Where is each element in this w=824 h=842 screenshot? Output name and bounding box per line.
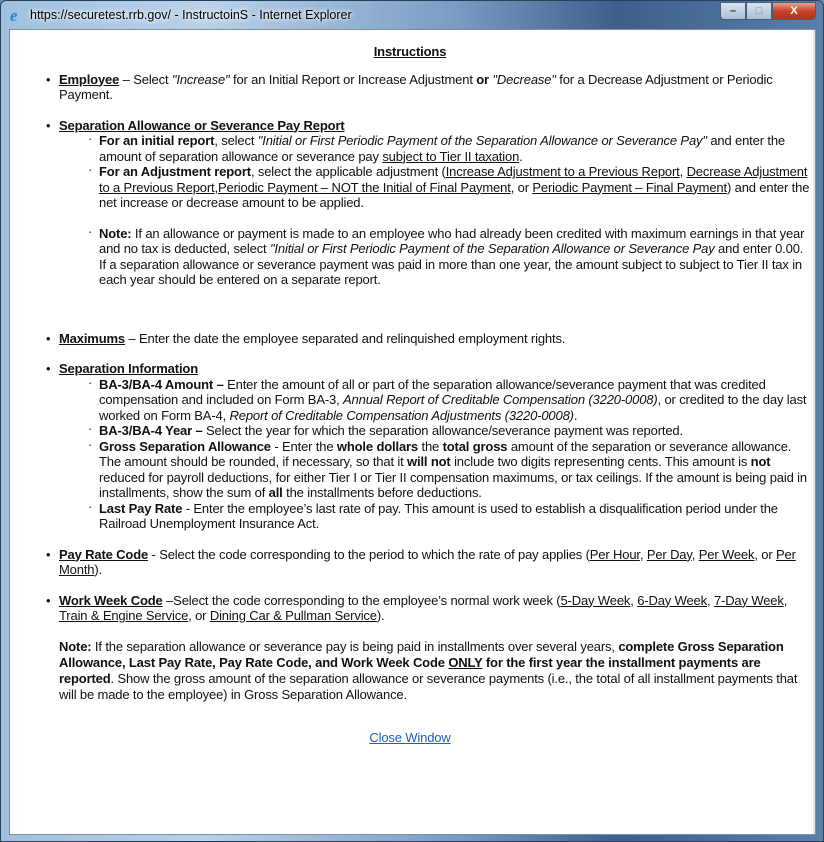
item-text <box>59 72 810 103</box>
window-edge <box>813 30 815 834</box>
text-run: for the first year the installment payments are reported <box>59 654 761 686</box>
instruction-item <box>59 331 810 347</box>
text-run: whole dollars <box>336 438 419 454</box>
text-run: , <box>707 592 714 608</box>
sub-list <box>59 133 810 288</box>
text-run: - Select the code corresponding to the period to which the rate of pay applies ( <box>148 546 590 562</box>
text-run: complete Gross Separation Allowance, Last Pay Rate, Pay Rate Code, and Work Week Code <box>59 638 784 670</box>
text-run: , select <box>214 133 258 148</box>
text-run: , or <box>754 546 777 562</box>
text-run: "Initial or First Periodic Payment of the Separation Allowance or Severance Pay <box>269 241 715 256</box>
section-heading: Work Week Code <box>59 592 163 608</box>
text-run: , <box>630 592 638 608</box>
text-run: Note: <box>59 638 92 654</box>
close-button[interactable]: X <box>772 2 816 20</box>
text-run: all <box>268 485 283 500</box>
text-run: . <box>519 148 523 164</box>
reference-link[interactable]: Periodic Payment – NOT the Initial of Final Payment <box>217 179 511 195</box>
section-heading: Maximums <box>59 330 125 346</box>
item-text <box>59 361 810 377</box>
instruction-item <box>59 72 810 103</box>
reference-link[interactable]: subject to Tier II taxation <box>382 148 520 164</box>
instruction-item <box>59 593 810 624</box>
item-text <box>59 331 810 347</box>
instruction-list <box>10 72 810 624</box>
text-run: include two digits representing cents. This amount is <box>450 454 751 469</box>
text-run: Annual Report of Creditable Compensation (3220-0008) <box>343 392 658 407</box>
reference-link[interactable]: Dining Car & Pullman Service <box>209 608 377 623</box>
section-heading: ONLY <box>448 654 483 670</box>
text-run: reduced for payroll deductions, for either Tier I or Tier II compensation maximums, or tax ceilings. If the amount is being paid in installments, show the sum of <box>99 469 807 500</box>
text-run: ). <box>94 562 103 577</box>
title-bar[interactable] <box>1 1 824 29</box>
text-run: – Select <box>119 71 172 87</box>
instructions-document <box>10 30 810 745</box>
text-run: "Increase" <box>171 71 230 87</box>
sub-item <box>99 164 810 211</box>
text-run: total gross <box>442 438 508 454</box>
text-run: , or credited to the day last worked on Form BA-4, <box>99 392 807 423</box>
section-heading: Employee <box>59 71 120 87</box>
text-run: , <box>783 592 788 608</box>
text-run: For an initial report <box>99 133 215 148</box>
sub-item <box>99 439 810 501</box>
reference-link[interactable]: 7-Day Week <box>713 592 784 608</box>
text-run: and enter the amount of separation allowance or severance pay <box>99 133 785 164</box>
text-run: , or <box>188 608 210 623</box>
text-run: , <box>639 546 647 562</box>
text-run: If the separation allowance or severance pay is being paid in installments over several years, <box>91 638 619 654</box>
reference-link[interactable]: Per Day <box>646 546 692 562</box>
reference-link[interactable]: 6-Day Week <box>637 592 707 608</box>
instruction-item <box>59 118 810 288</box>
close-window-link[interactable]: Close Window <box>369 729 451 745</box>
reference-link[interactable]: Periodic Payment – Final Payment <box>532 179 727 195</box>
text-run: Last Pay Rate <box>99 500 183 516</box>
text-run: - Enter the <box>270 438 337 454</box>
section-heading: Separation Allowance or Severance Pay Report <box>59 117 345 133</box>
text-run: For an Adjustment report <box>99 164 251 179</box>
text-run: will not <box>407 454 451 469</box>
sub-item <box>99 133 810 164</box>
sub-list <box>59 377 810 532</box>
section-heading: Pay Rate Code <box>59 546 149 562</box>
text-run: , or <box>510 179 533 195</box>
internet-explorer-icon: e <box>10 6 18 25</box>
item-text <box>59 118 810 134</box>
text-run: – Enter the date the employee separated and relinquished employment rights. <box>125 330 566 346</box>
text-run: not <box>750 454 771 469</box>
page-content <box>9 29 816 835</box>
text-run: If an allowance or payment is made to an employee who had already been credited with maximum earnings in that year and no tax is deducted, select <box>99 225 805 256</box>
text-run: the installments before deductions. <box>282 485 482 500</box>
text-run: Enter the amount of all or part of the separation allowance/severance payment that was credited compensation and included on Form BA-3, <box>99 376 766 407</box>
reference-link[interactable]: 5-Day Week <box>560 592 631 608</box>
reference-link[interactable]: Increase Adjustment to a Previous Report <box>445 164 680 179</box>
item-text <box>59 547 810 578</box>
instruction-item <box>59 547 810 578</box>
text-run: BA-3/BA-4 Amount – <box>99 376 224 392</box>
text-run: Select the year for which the separation allowance/severance payment was reported. <box>202 423 683 438</box>
text-run: for an Initial Report or Increase Adjustment <box>229 71 477 87</box>
section-heading: Separation Information <box>59 361 198 376</box>
maximize-button[interactable]: □ <box>746 2 772 20</box>
reference-link[interactable]: Decrease Adjustment to a Previous Report <box>99 164 808 195</box>
text-run: amount of the separation or severance allowance. The amount should be rounded, if necessary, so that it <box>99 438 792 469</box>
text-run: , select the applicable adjustment ( <box>250 164 446 179</box>
text-run: . Show the gross amount of the separation allowance or severance payments (i.e., the total of all installment payments that will be made to the employee) in Gross Separation Allowance. <box>59 670 798 702</box>
text-run: ) and enter the net increase or decrease amount to be applied. <box>99 179 810 210</box>
final-note <box>59 639 810 703</box>
text-run: , <box>214 179 218 195</box>
page-title: Instructions <box>373 44 447 59</box>
text-run: or <box>476 71 489 87</box>
text-run: - Enter the employee’s last rate of pay. This amount is used to establish a disqualification period under the Railroad Unemployment Insurance Act. <box>99 500 778 531</box>
text-run: –Select the code corresponding to the employee’s normal work week ( <box>162 592 561 608</box>
instruction-item <box>59 361 810 532</box>
minimize-button[interactable]: – <box>720 2 746 20</box>
reference-link[interactable]: Train & Engine Service <box>59 608 189 623</box>
sub-item <box>99 423 810 439</box>
text-run: "Initial or First Periodic Payment of the Separation Allowance or Severance Pay" <box>257 133 707 148</box>
item-text <box>59 593 810 624</box>
text-run: ). <box>376 608 385 623</box>
text-run: Report of Creditable Compensation Adjustments (3220-0008) <box>229 407 574 423</box>
text-run: BA-3/BA-4 Year – <box>99 423 203 438</box>
reference-link[interactable]: Per Month <box>59 546 796 577</box>
text-run: , <box>691 546 699 562</box>
text-run: the <box>418 438 443 454</box>
sub-item <box>99 501 810 532</box>
sub-item <box>99 377 810 424</box>
note <box>99 226 810 288</box>
reference-link[interactable]: Per Week <box>698 546 755 562</box>
text-run: , <box>679 164 687 179</box>
text-run: for a Decrease Adjustment or Periodic Payment. <box>59 71 773 102</box>
text-run: . <box>573 407 578 423</box>
text-run: "Decrease" <box>492 71 556 87</box>
text-run: and enter 0.00. If a separation allowance or severance payment was paid in more than one year, the amount subject to subject to Tier II tax in each year should be entered on a separate report. <box>99 241 804 287</box>
text-run: Note: <box>99 225 132 241</box>
text-run: Gross Separation Allowance <box>99 438 271 454</box>
window-title: https://securetest.rrb.gov/ - InstructoinS - Internet Explorer <box>30 8 352 22</box>
reference-link[interactable]: Per Hour <box>589 546 640 562</box>
